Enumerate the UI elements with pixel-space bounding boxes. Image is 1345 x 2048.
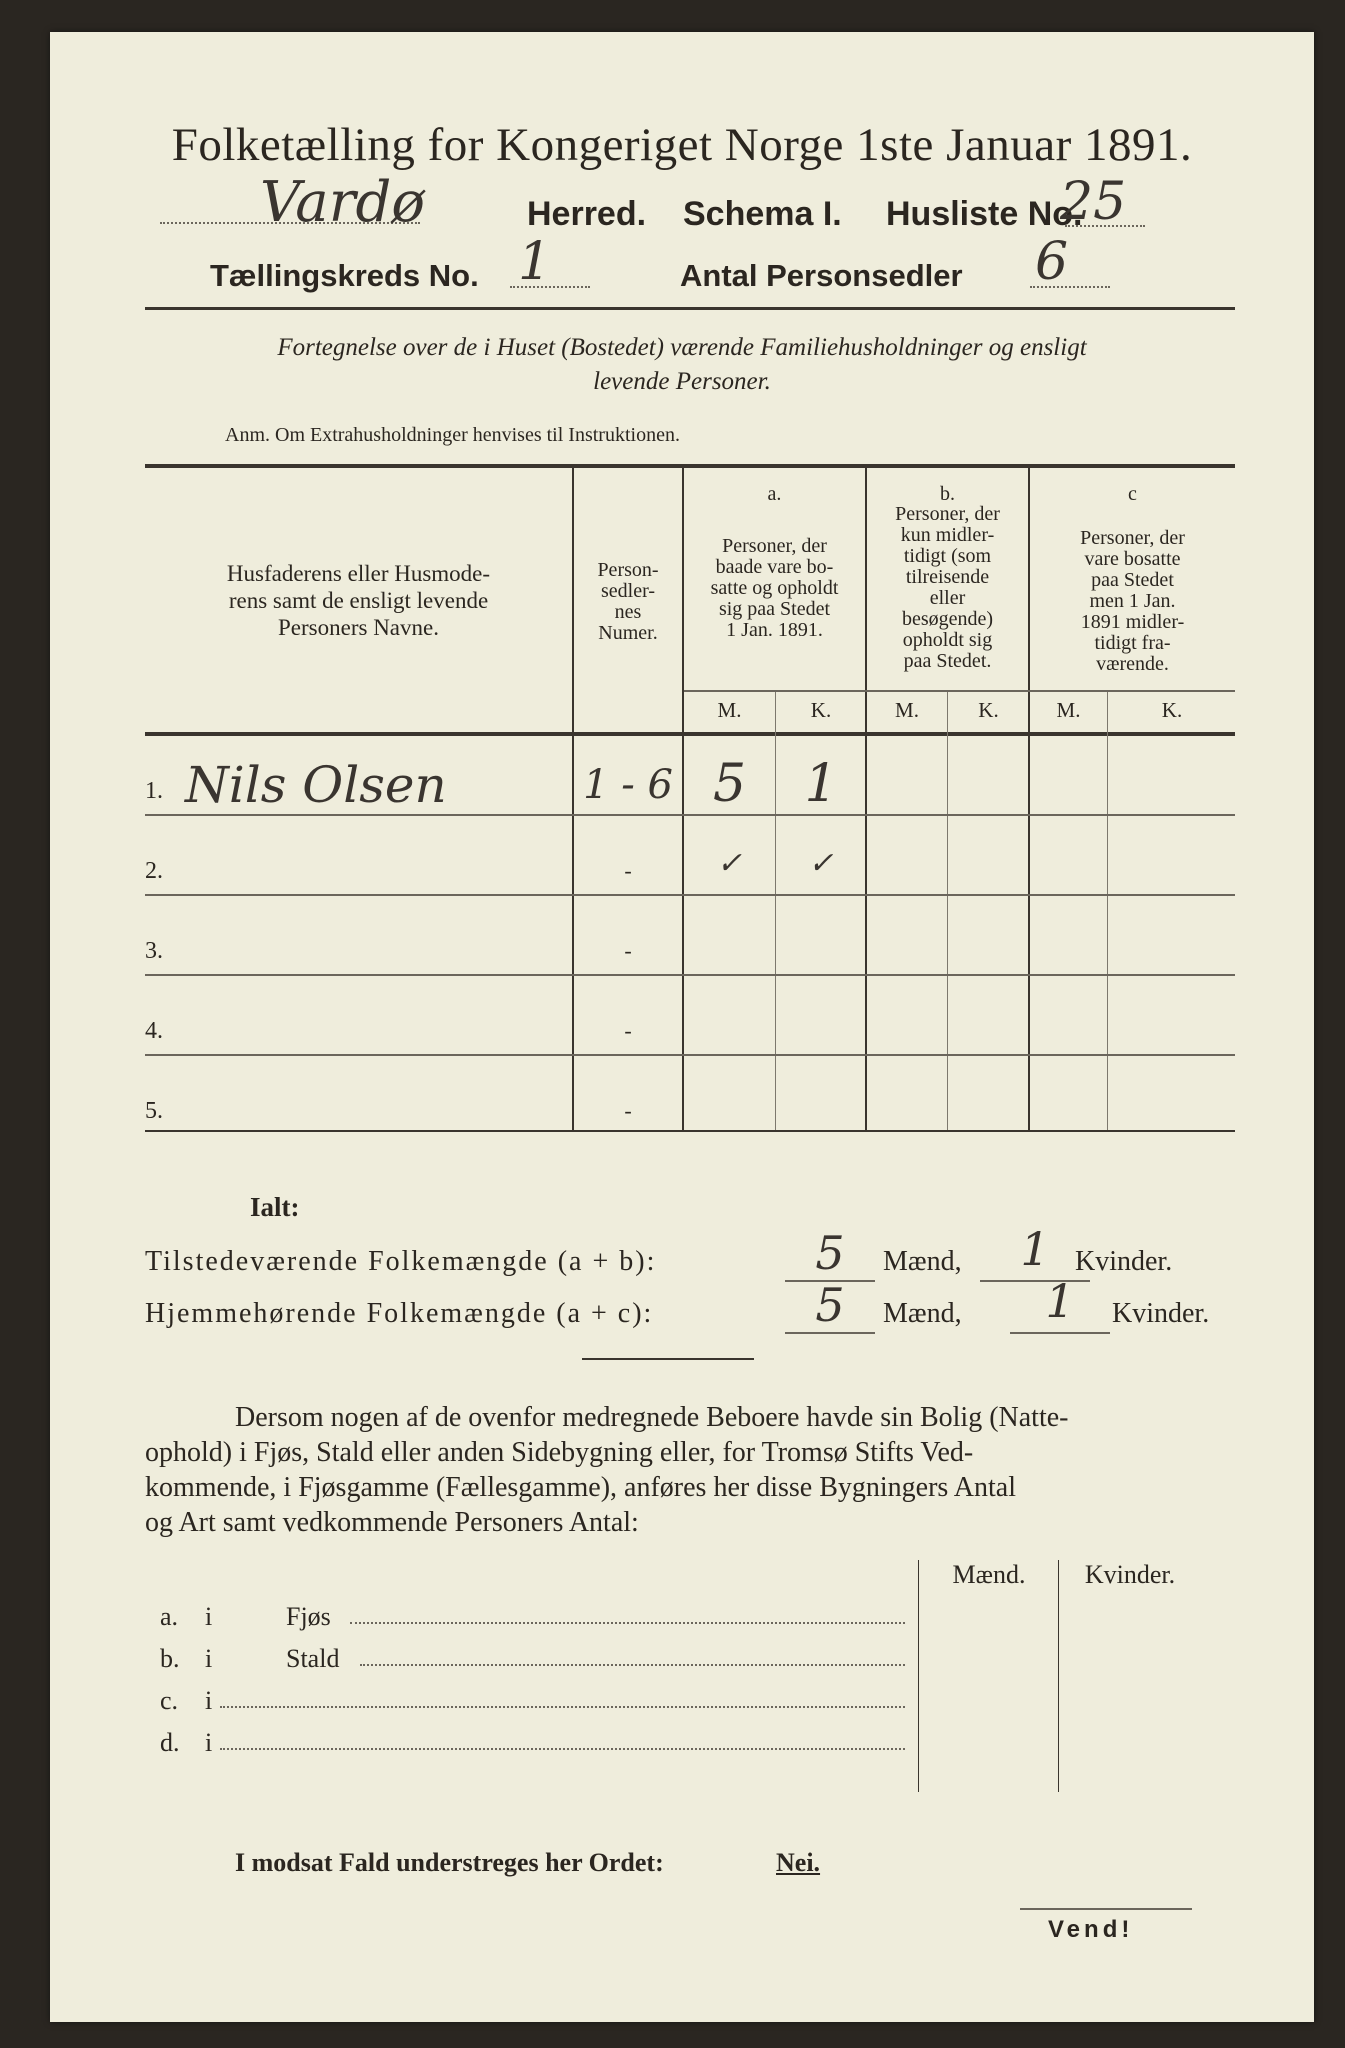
title-rule xyxy=(145,307,1235,310)
kreds-label: Tællingskreds No. xyxy=(210,258,479,293)
person-number: - xyxy=(624,1098,632,1123)
row-number: 2. xyxy=(145,858,163,884)
hjemme-label: Hjemmehørende Folkemængde (a + c): xyxy=(145,1298,654,1329)
row-rule-4 xyxy=(145,1054,1235,1056)
col-sep-a-mk xyxy=(775,692,776,1130)
col-a-letter: a. xyxy=(767,483,782,505)
b-k-label: K. xyxy=(978,698,999,722)
col-num-header: Person- sedler- nes Numer. xyxy=(597,559,659,644)
col-c-header: Personer, der vare bosatte paa Stedet men 1 Jan. 1891 midler- tidigt fra- værende. xyxy=(1080,527,1185,675)
bld-i: i xyxy=(205,1686,213,1715)
hjemme-female-label: Kvinder. xyxy=(1112,1298,1210,1329)
mand-header: Mænd. xyxy=(952,1560,1026,1589)
bld-name: Stald xyxy=(286,1644,340,1673)
kreds-dotted-line xyxy=(510,286,590,288)
person-number: - xyxy=(624,938,632,963)
tilstede-male-label: Mænd, xyxy=(883,1246,962,1277)
a-m-label: M. xyxy=(717,698,742,722)
col-b-header: Personer, der kun midler- tidigt (som tilreisende eller besøgende) opholdt sig paa Stedet. xyxy=(895,503,1000,672)
ialt-label: Ialt: xyxy=(250,1192,300,1222)
modsat-label: I modsat Fald understreges her Ordet: xyxy=(235,1848,664,1877)
hjemme-male-line xyxy=(785,1332,875,1334)
bld-dots xyxy=(350,1622,905,1624)
row-rule-1 xyxy=(145,814,1235,816)
person-number: 1 - 6 xyxy=(583,762,673,808)
bld-dots xyxy=(220,1748,905,1750)
anm-note: Anm. Om Extrahusholdninger henvises til Instruktionen. xyxy=(225,424,680,446)
antal-value: 6 xyxy=(1035,232,1069,292)
hjemme-male: 5 xyxy=(815,1278,845,1332)
mk-rule xyxy=(684,690,1235,692)
table-top-rule xyxy=(145,464,1235,468)
b-m-label: M. xyxy=(895,698,919,722)
a-male-count: 5 xyxy=(712,754,747,814)
tilstede-label: Tilstedeværende Folkemængde (a + b): xyxy=(145,1246,657,1277)
subtitle-line2: levende Personer. xyxy=(593,368,771,395)
antal-label: Antal Personsedler xyxy=(680,258,963,293)
col-c-letter: c xyxy=(1128,483,1137,505)
col-name-header: Husfaderens eller Husmode- rens samt de ensligt levende Personers Navne. xyxy=(226,561,491,640)
vend-rule xyxy=(1020,1908,1192,1910)
tilstede-male: 5 xyxy=(815,1226,845,1280)
building-paragraph: Dersom nogen af de ovenfor medregnede Beboere havde sin Bolig (Natte- ophold) i Fjøs, Stald eller anden Sidebygning eller, for Tromsø Stifts Ved- kommende, i Fjøsgamme (Fællesgamme), anføres her disse Bygningers Antal og Art samt vedkommende Personers Antal: xyxy=(145,1402,1069,1538)
a-male-check: ✓ xyxy=(716,846,743,881)
husliste-number: 25 xyxy=(1060,172,1127,232)
col-a-header: Personer, der baade vare bo- satte og opholdt sig paa Stedet 1 Jan. 1891. xyxy=(710,535,839,641)
row-number: 3. xyxy=(145,938,163,964)
section-divider xyxy=(582,1358,754,1360)
col-sep-b-mk xyxy=(947,692,948,1130)
bld-letter: a. xyxy=(160,1602,179,1631)
row-rule-2 xyxy=(145,894,1235,896)
person-number: - xyxy=(624,1018,632,1043)
antal-dotted-line xyxy=(1030,286,1110,288)
a-female-check: ✓ xyxy=(808,846,834,881)
schema-label: Schema I. xyxy=(683,195,842,233)
hjemme-male-label: Mænd, xyxy=(883,1298,962,1329)
husliste-label: Husliste No. xyxy=(886,195,1083,233)
subtitle-line1: Fortegnelse over de i Huset (Bostedet) værende Familiehusholdninger og ensligt xyxy=(277,334,1087,361)
herred-label: Herred. xyxy=(527,195,647,233)
tilstede-female: 1 xyxy=(1020,1222,1050,1276)
form-title: Folketælling for Kongeriget Norge 1ste Januar 1891. xyxy=(171,119,1193,171)
bld-i: i xyxy=(205,1728,213,1757)
bld-letter: d. xyxy=(160,1728,180,1757)
bld-name: Fjøs xyxy=(286,1602,331,1631)
bld-letter: c. xyxy=(160,1686,179,1715)
hjemme-female: 1 xyxy=(1045,1274,1075,1328)
row-number: 5. xyxy=(145,1098,163,1124)
bld-sep-1 xyxy=(918,1560,919,1792)
bld-letter: b. xyxy=(160,1644,180,1673)
person-number: - xyxy=(624,858,632,883)
a-k-label: K. xyxy=(810,698,832,722)
row-number: 1. xyxy=(145,778,163,804)
modsat-word: Nei. xyxy=(776,1848,821,1877)
kreds-number: 1 xyxy=(518,232,552,292)
household-name: Nils Olsen xyxy=(185,756,447,814)
bld-sep-2 xyxy=(1058,1560,1059,1792)
c-m-label: M. xyxy=(1056,698,1081,722)
husliste-dotted-line xyxy=(1065,225,1145,227)
row-number: 4. xyxy=(145,1018,163,1044)
table-bottom-rule xyxy=(145,1130,1235,1132)
row-rule-3 xyxy=(145,974,1235,976)
bld-dots xyxy=(220,1706,905,1708)
bld-dots xyxy=(360,1664,905,1666)
kvinder-header: Kvinder. xyxy=(1084,1560,1176,1589)
census-form xyxy=(50,32,1314,2022)
col-b-letter: b. xyxy=(940,483,955,505)
hjemme-female-line xyxy=(1010,1332,1110,1334)
herred-name: Vardø xyxy=(260,170,426,235)
bld-i: i xyxy=(205,1644,213,1673)
bld-i: i xyxy=(205,1602,213,1631)
a-female-count: 1 xyxy=(804,754,838,814)
col-sep-c-mk xyxy=(1107,692,1108,1130)
table-header-rule xyxy=(145,732,1235,736)
tilstede-female-label: Kvinder. xyxy=(1075,1246,1173,1277)
c-k-label: K. xyxy=(1161,698,1183,722)
vend-label: Vend! xyxy=(1048,1916,1134,1943)
